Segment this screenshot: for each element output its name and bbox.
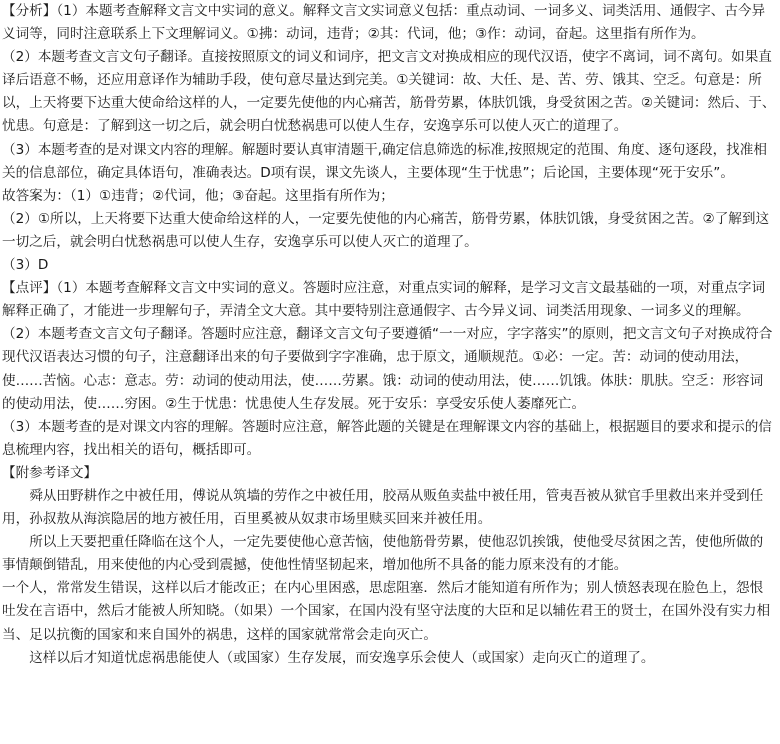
translation-paragraph-4: 这样以后才知道忧虑祸患能使人（或国家）生存发展，而安逸享乐会使人（或国家）走向灭亡的道理了。	[29, 649, 655, 666]
comment-paragraph-3: （3）本题考查的是对课文内容的理解。答题时应注意，解答此题的关键是在理解课文内容的基础上，根据题目的要求和提示的信息梳理内容，找出相关的语句，概括即可。	[2, 418, 772, 458]
comment-paragraph-1: 【点评】（1）本题考查解释文言文中实词的意义。答题时应注意，对重点实词的解释，是学习文言文最基础的一项，对重点字词解释正确了，才能进一步理解句子，弄清全文大意。其中要特别注意通假字、古今异义词、词类活用现象、一词多义的理解。	[2, 280, 766, 320]
analysis-paragraph-3: （3）本题考查的是对课文内容的理解。解题时要认真审清题干,确定信息筛选的标准,按照规定的范围、角度、逐句逐段，找准相关的信息部位，确定具体语句，准确表达。D项有误，课文先谈人，主要体现“生于忧患”；后论国，主要体现“死于安乐”。	[2, 141, 767, 181]
translation-paragraph-1: 舜从田野耕作之中被任用，傅说从筑墙的劳作之中被任用，胶鬲从贩鱼卖盐中被任用，管夷吾被从狱官手里救出来并受到任用，孙叔敖从海滨隐居的地方被任用，百里奚被从奴隶市场里赎买回来并被任用。	[2, 487, 764, 528]
answer-line-3: （3）D	[2, 257, 49, 274]
analysis-paragraph-2: （2）本题考查文言文句子翻译。直接按照原文的词义和词序，把文言文对换成相应的现代汉语，使字不离词，词不离句。如果直译后语意不畅，还应用意译作为辅助手段，使句意尽量达到完美。①关键词：故、大任、是、苦、劳、饿其、空乏。句意是：所以，上天将要下达重大使命给这样的人，一定要先使他的内心痛苦，筋骨劳累，体肤饥饿，身受贫困之苦。②关键词：然后、于、忧患。句意是：了解到这一切之后，就会明白忧愁祸患可以使人生存，安逸享乐可以使人灭亡的道理了。	[2, 49, 776, 135]
analysis-paragraph-1: 【分析】（1）本题考查解释文言文中实词的意义。解释文言文实词意义包括：重点动词、一词多义、词类活用、通假字、古今异义词等，同时注意联系上下文理解词义。①拂：动词，违背；②其：代词，他；③作：动词，奋起。这里指有所作为。	[2, 3, 766, 43]
translation-paragraph-3: 一个人，常常发生错误，这样以后才能改正；在内心里困惑，思虑阻塞．然后才能知道有所作为；别人愤怒表现在脸色上，怨恨吐发在言语中，然后才能被人所知晓。（如果）一个国家，在国内没有坚守法度的大臣和足以辅佐君王的贤士，在国外没有实力相当、足以抗衡的国家和来自国外的祸患，这样的国家就常常会走向灭亡。	[2, 580, 771, 643]
translation-paragraph-2: 所以上天要把重任降临在这个人，一定先要使他心意苦恼，使他筋骨劳累，使他忍饥挨饿，使他受尽贫困之苦，使他所做的事情颠倒错乱，用来使他的内心受到震撼，使他性情坚韧起来，增加他所不具备的能力原来没有的才能。	[2, 534, 764, 574]
answer-line-2: （2）①所以，上天将要下达重大使命给这样的人，一定要先使他的内心痛苦，筋骨劳累，体肤饥饿，身受贫困之苦。②了解到这一切之后，就会明白忧愁祸患可以使人生存，安逸享乐可以使人灭亡的道理了。	[2, 210, 770, 250]
answer-line-1: 故答案为：（1）①违背；②代词，他；③奋起。这里指有所作为；	[2, 187, 394, 204]
translation-heading: 【附参考译文】	[2, 464, 98, 481]
comment-paragraph-2: （2）本题考查文言文句子翻译。答题时应注意，翻译文言文句子要遵循“一一对应，字字落实”的原则，把文言文句子对换成符合现代汉语表达习惯的句子，注意翻译出来的句子要做到字字准确，忠于原文，通顺规范。①必：一定。苦：动词的使动用法，使……苦恼。心志：意志。劳：动词的使动用法，使……劳累。饿：动词的使动用法，使……饥饿。体肤：肌肤。空乏：形容词的使动用法，使……穷困。②生于忧患：忧患使人生存发展。死于安乐：享受安乐使人萎靡死亡。	[2, 326, 773, 412]
